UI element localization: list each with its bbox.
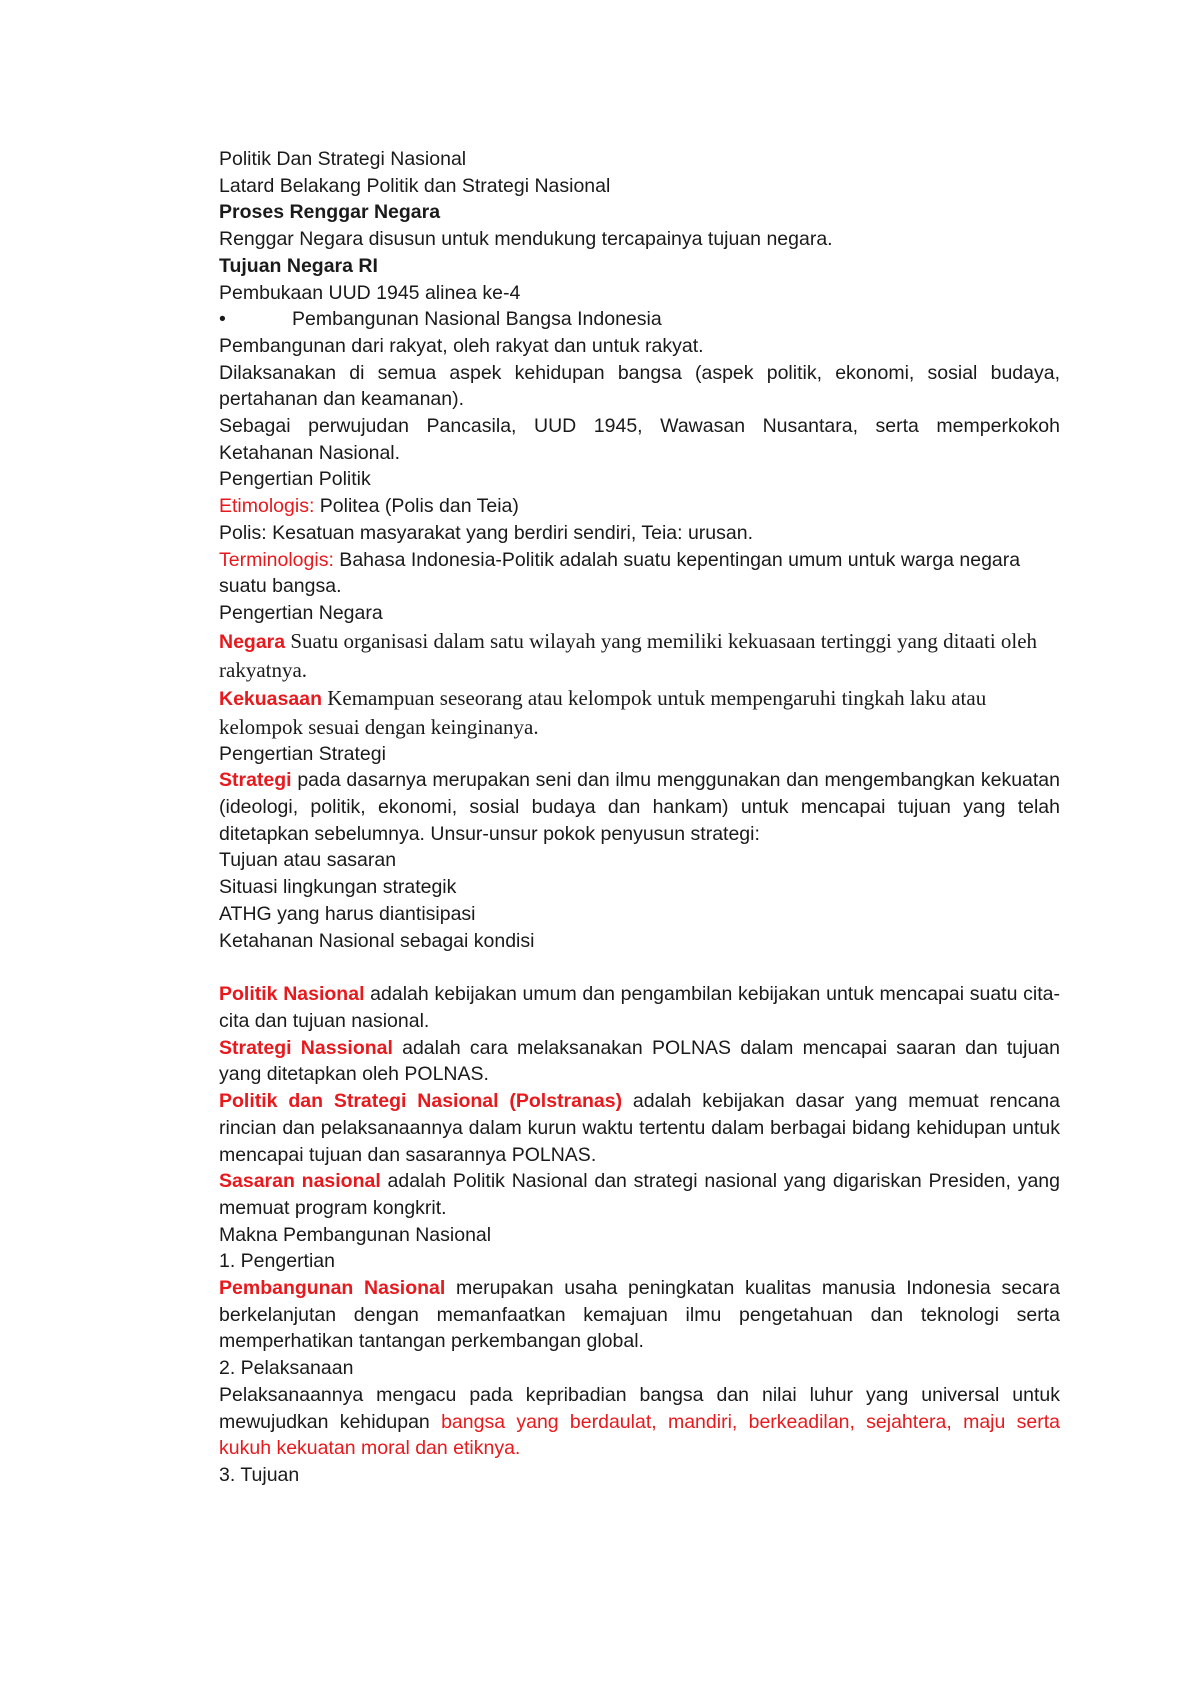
- bullet-item: [219, 306, 1060, 333]
- paragraph-text: Pelaksanaannya mengacu pada kepribadian bangsa dan nilai luhur yang universal untuk mewujudkan kehidupan: [219, 1383, 1060, 1433]
- blank-line: [219, 954, 1060, 981]
- definition-text: pada dasarnya merupakan seni dan ilmu menggunakan dan mengembangkan kekuatan (ideologi, politik, ekonomi, sosial budaya dan hankam) untuk mencapai tujuan yang telah ditetapkan sebelumnya. Unsur-unsur pokok penyusun strategi:: [219, 769, 1060, 845]
- term: Kekuasaan: [219, 687, 322, 710]
- definition-text: adalah kebijakan umum dan pengambilan kebijakan untuk mencapai suatu cita-cita dan tujuan nasional.: [219, 983, 1060, 1032]
- definition-terminologis: [219, 547, 1060, 600]
- paragraph: Sebagai perwujudan Pancasila, UUD 1945, Wawasan Nusantara, serta memperkokoh Ketahanan Nasional.: [219, 415, 1060, 464]
- definition-politik-nasional: [219, 981, 1060, 1034]
- section-heading: Makna Pembangunan Nasional: [219, 1223, 492, 1246]
- term: Strategi Nassional: [219, 1036, 393, 1059]
- definition-sasaran-nasional: [219, 1168, 1060, 1221]
- definition-pembangunan-nasional: [219, 1275, 1060, 1355]
- definition-text: merupakan usaha peningkatan kualitas manusia Indonesia secara berkelanjutan dengan memanfaatkan kemajuan ilmu pengetahuan dan teknologi serta memperhatikan tantangan perkembangan global.: [219, 1277, 1060, 1353]
- definition-negara: [219, 627, 1060, 684]
- document-page: [219, 146, 1060, 1489]
- list-item: ATHG yang harus diantisipasi: [219, 902, 476, 925]
- term: Negara: [219, 630, 286, 653]
- term: Pembangunan Nasional: [219, 1277, 446, 1300]
- paragraph: Pembukaan UUD 1945 alinea ke-4: [219, 281, 521, 304]
- term: Politik dan Strategi Nasional (Polstranas): [219, 1090, 623, 1113]
- definition-text: Bahasa Indonesia-Politik adalah suatu kepentingan umum untuk warga negara suatu bangsa.: [219, 548, 1021, 598]
- bullet-text: Pembangunan Nasional Bangsa Indonesia: [292, 308, 662, 331]
- paragraph: Polis: Kesatuan masyarakat yang berdiri sendiri, Teia: urusan.: [219, 521, 754, 544]
- numbered-heading: 2. Pelaksanaan: [219, 1357, 354, 1380]
- numbered-heading: 3. Tujuan: [219, 1463, 300, 1486]
- highlighted-text: bangsa yang berdaulat, mandiri, berkeadilan, sejahtera, maju serta kukuh kekuatan moral dan etiknya.: [219, 1410, 1061, 1460]
- list-item: Tujuan atau sasaran: [219, 849, 397, 872]
- paragraph: Pembangunan dari rakyat, oleh rakyat dan untuk rakyat.: [219, 334, 704, 357]
- section-heading: Pengertian Strategi: [219, 742, 386, 765]
- doc-title: Politik Dan Strategi Nasional: [219, 148, 467, 170]
- list-item: Ketahanan Nasional sebagai kondisi: [219, 929, 535, 952]
- term: Politik Nasional: [219, 983, 365, 1006]
- subheading-tujuan-negara: Tujuan Negara RI: [219, 254, 378, 277]
- definition-text: adalah Politik Nasional dan strategi nasional yang digariskan Presiden, yang memuat program kongkrit.: [219, 1170, 1060, 1219]
- section-heading: Pengertian Politik: [219, 468, 371, 491]
- definition-text: adalah cara melaksanakan POLNAS dalam mencapai saaran dan tujuan yang ditetapkan oleh POLNAS.: [219, 1036, 1060, 1086]
- definition-polstranas: [219, 1088, 1060, 1168]
- definition-text: Politea (Polis dan Teia): [314, 495, 519, 518]
- subheading-proses-renggar: Proses Renggar Negara: [219, 201, 441, 224]
- paragraph: Dilaksanakan di semua aspek kehidupan bangsa (aspek politik, ekonomi, sosial budaya, pertahanan dan keamanan).: [219, 361, 1060, 411]
- paragraph: Renggar Negara disusun untuk mendukung tercapainya tujuan negara.: [219, 228, 833, 251]
- definition-kekuasaan: [219, 684, 1060, 741]
- term: Terminologis:: [219, 548, 334, 571]
- definition-etimologis: [219, 493, 1060, 520]
- definition-strategi-nasional: [219, 1035, 1060, 1088]
- section-heading: Pengertian Negara: [219, 601, 383, 624]
- numbered-heading: 1. Pengertian: [219, 1250, 336, 1273]
- definition-strategi: [219, 767, 1060, 847]
- section-heading: Latard Belakang Politik dan Strategi Nasional: [219, 174, 611, 197]
- definition-text: Kemampuan seseorang atau kelompok untuk mempengaruhi tingkah laku atau kelompok sesuai dengan keinginanya.: [219, 685, 987, 739]
- paragraph-pelaksanaan: [219, 1382, 1060, 1462]
- term: Etimologis:: [219, 495, 315, 518]
- term: Sasaran nasional: [219, 1170, 381, 1193]
- definition-text: Suatu organisasi dalam satu wilayah yang memiliki kekuasaan tertinggi yang ditaati oleh rakyatnya.: [219, 628, 1038, 682]
- list-item: Situasi lingkungan strategik: [219, 876, 457, 899]
- bullet-icon: •: [219, 308, 226, 331]
- term: Strategi: [219, 769, 292, 792]
- definition-text: adalah kebijakan dasar yang memuat rencana rincian dan pelaksanaannya dalam kurun waktu tertentu dalam berbagai bidang kehidupan untuk mencapai tujuan dan sasarannya POLNAS.: [219, 1090, 1060, 1166]
